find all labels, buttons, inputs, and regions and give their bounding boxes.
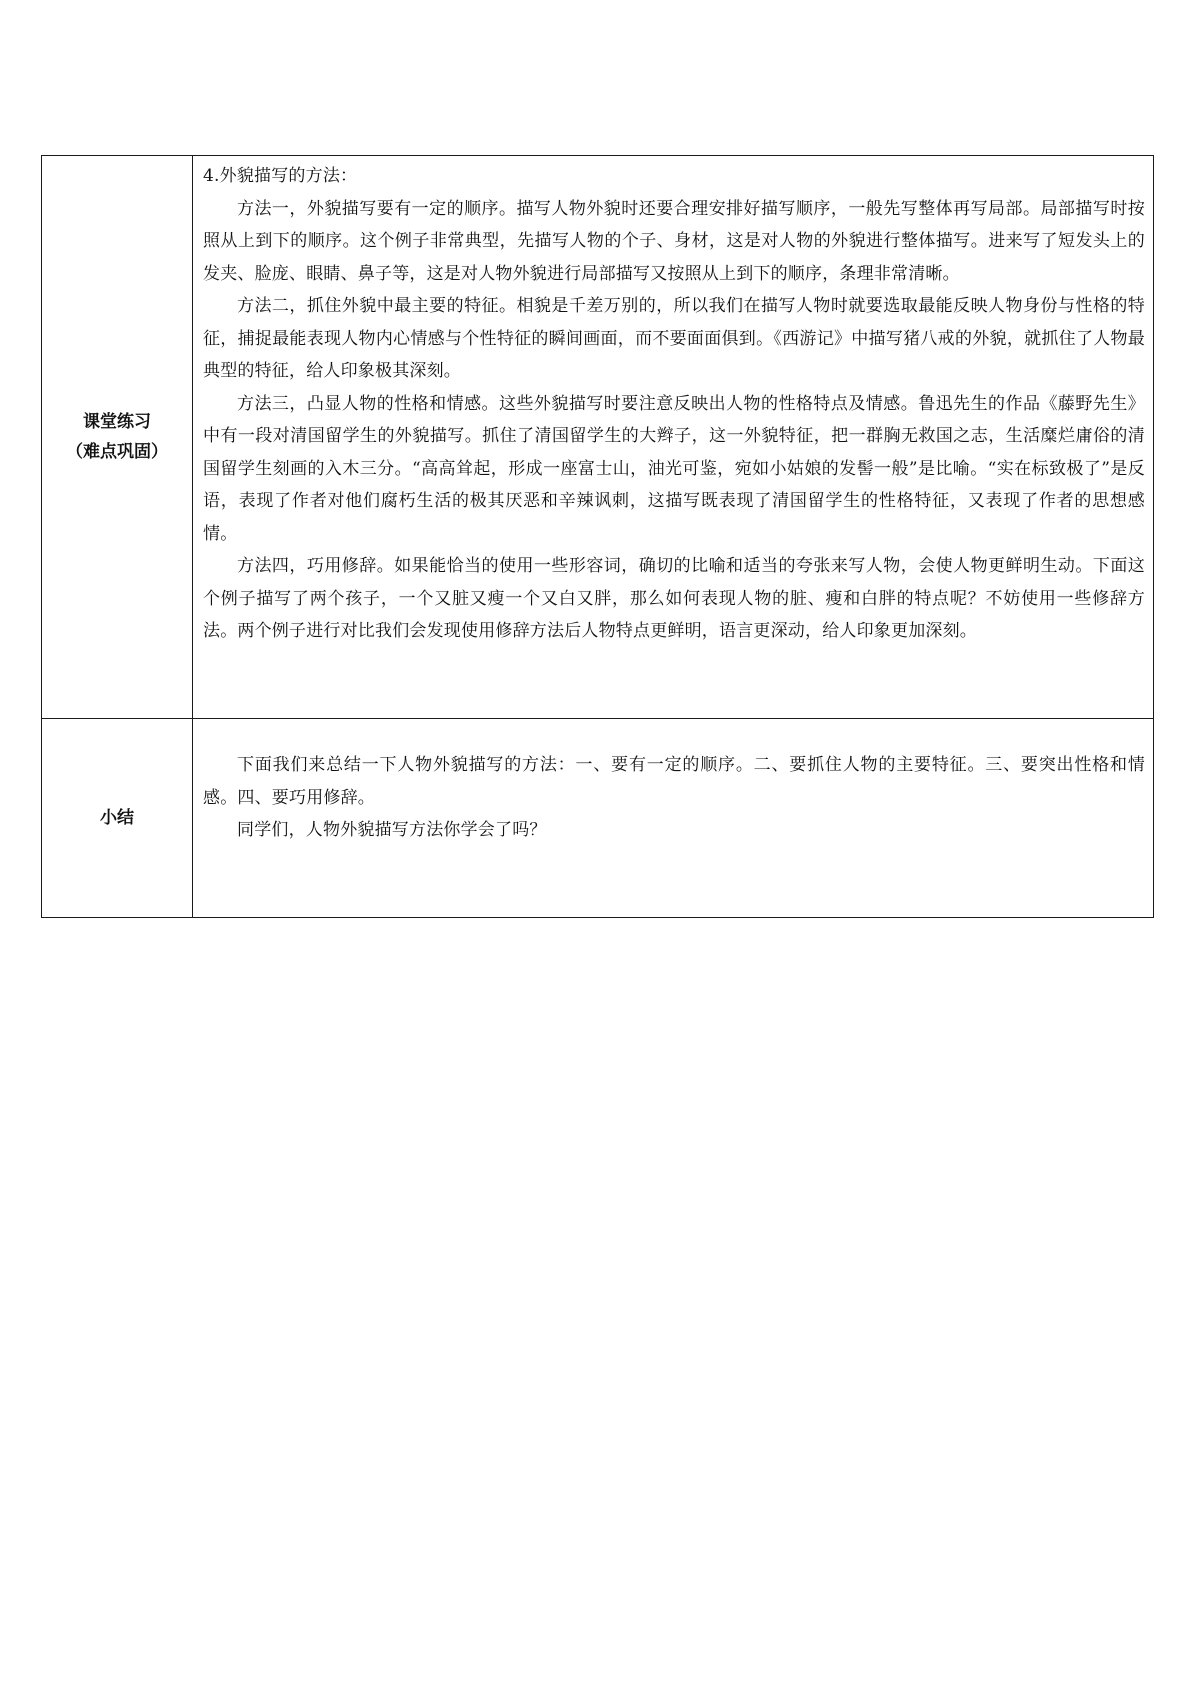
summary-label-cell bbox=[42, 719, 193, 918]
practice-content bbox=[193, 156, 1153, 648]
practice-content-cell bbox=[193, 156, 1154, 719]
method-three-paragraph: 方法三，凸显人物的性格和情感。这些外貌描写时要注意反映出人物的性格特点及情感。鲁迅先生的作品《藤野先生》中有一段对清国留学生的外貌描写。抓住了清国留学生的大辫子，这一外貌特征，把一群胸无救国之志，生活糜烂庸俗的清国留学生刻画的入木三分。“高高耸起，形成一座富士山，油光可鉴，宛如小姑娘的发髻一般”是比喻。“实在标致极了”是反语，表现了作者对他们腐朽生活的极其厌恶和辛辣讽刺，这描写既表现了清国留学生的性格特征，又表现了作者的思想感情。 bbox=[203, 393, 1145, 544]
summary-content-cell bbox=[193, 719, 1154, 918]
table-row-practice bbox=[42, 156, 1154, 719]
summary-question: 同学们，人物外貌描写方法你学会了吗？ bbox=[237, 820, 547, 840]
practice-label-line1: 课堂练习 bbox=[83, 412, 151, 432]
practice-heading: 4.外貌描写的方法： bbox=[203, 166, 358, 186]
table-row-summary bbox=[42, 719, 1154, 918]
method-one-paragraph: 方法一，外貌描写要有一定的顺序。描写人物外貌时还要合理安排好描写顺序，一般先写整体再写局部。局部描写时按照从上到下的顺序。这个例子非常典型，先描写人物的个子、身材，这是对人物的外貌进行整体描写。进来写了短发头上的发夹、脸庞、眼睛、鼻子等，这是对人物外貌进行局部描写又按照从上到下的顺序，条理非常清晰。 bbox=[203, 198, 1145, 284]
summary-paragraph: 下面我们来总结一下人物外貌描写的方法：一、要有一定的顺序。二、要抓住人物的主要特征。三、要突出性格和情感。四、要巧用修辞。 bbox=[203, 755, 1145, 808]
summary-content bbox=[193, 719, 1153, 847]
lesson-table bbox=[41, 155, 1154, 918]
summary-label: 小结 bbox=[100, 808, 134, 828]
method-two-paragraph: 方法二，抓住外貌中最主要的特征。相貌是千差万别的，所以我们在描写人物时就要选取最能反映人物身份与性格的特征，捕捉最能表现人物内心情感与个性特征的瞬间画面，而不要面面俱到。《西游记》中描写猪八戒的外貌，就抓住了人物最典型的特征，给人印象极其深刻。 bbox=[203, 296, 1145, 381]
practice-label-line2: （难点巩固） bbox=[66, 442, 168, 462]
method-four-paragraph: 方法四，巧用修辞。如果能恰当的使用一些形容词，确切的比喻和适当的夸张来写人物，会使人物更鲜明生动。下面这个例子描写了两个孩子，一个又脏又瘦一个又白又胖，那么如何表现人物的脏、瘦和白胖的特点呢？不妨使用一些修辞方法。两个例子进行对比我们会发现使用修辞方法后人物特点更鲜明，语言更深动，给人印象更加深刻。 bbox=[203, 556, 1145, 641]
practice-label-cell bbox=[42, 156, 193, 719]
practice-label bbox=[42, 407, 192, 467]
